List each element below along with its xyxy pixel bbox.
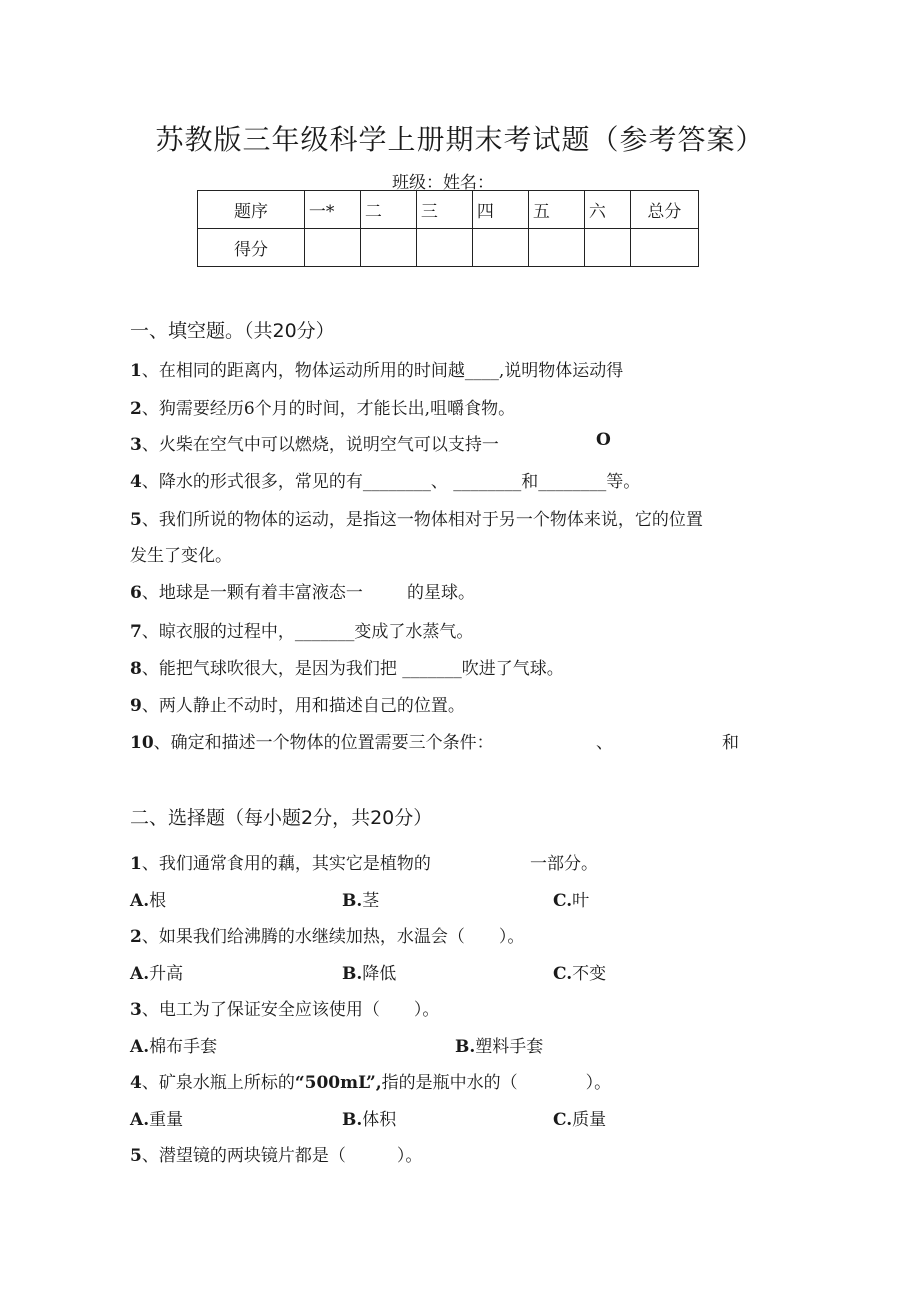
option-text: 升高: [149, 964, 184, 984]
row-label-score: 得分: [198, 229, 305, 267]
header-cell-5: 五: [528, 191, 584, 229]
question-text: 、能把气球吹很大，是因为我们把 _______吹进了气球。: [141, 659, 564, 679]
option-text: 棉布手套: [149, 1037, 218, 1057]
option-text: 体积: [362, 1110, 397, 1130]
question-text: 、两人静止不动时，用和描述自己的位置。: [141, 696, 465, 716]
option-text: 茎: [362, 891, 380, 911]
question-text: 、潜望镜的两块镜片都是（ ）。: [141, 1146, 423, 1166]
question-item: [130, 922, 524, 947]
score-cell[interactable]: [360, 229, 416, 267]
option-letter: A.: [130, 964, 150, 984]
question-number: 5: [130, 1146, 142, 1166]
question-number: 1: [130, 854, 142, 874]
question-text: 、狗需要经历6个月的时间，才能长出,咀嚼食物。: [141, 399, 516, 419]
question-item: [130, 1141, 422, 1166]
option-letter: A.: [130, 1110, 150, 1130]
question-item: [130, 505, 703, 530]
question-number: 8: [130, 659, 142, 679]
header-cell-order: 题序: [198, 191, 305, 229]
option-letter: A.: [130, 891, 150, 911]
question-mid: 、: [596, 733, 613, 753]
question-text: 、如果我们给沸腾的水继续加热，水温会（ ）。: [141, 927, 525, 947]
question-tail: 和: [722, 733, 739, 753]
score-cell[interactable]: [304, 229, 360, 267]
option-text: 叶: [572, 891, 590, 911]
question-item: [130, 356, 623, 381]
option-letter: C.: [553, 1110, 573, 1130]
option-b[interactable]: [342, 886, 379, 911]
header-cell-1: 一*: [304, 191, 360, 229]
score-cell[interactable]: [472, 229, 528, 267]
question-text: 、矿泉水瓶上所标的: [141, 1073, 295, 1093]
question-number: 3: [130, 1000, 142, 1020]
question-text: 、电工为了保证安全应该使用（ ）。: [141, 1000, 440, 1020]
question-item: [130, 691, 465, 716]
score-table-score-row: [198, 229, 699, 267]
section2-title: 二、选择题（每小题2分，共20分）: [130, 807, 433, 829]
question-number: 7: [130, 622, 142, 642]
option-text: 质量: [572, 1110, 607, 1130]
question-item: [130, 1068, 611, 1093]
header-cell-6: 六: [584, 191, 630, 229]
class-name-line: 班级：姓名：: [392, 173, 494, 193]
option-c[interactable]: [553, 1105, 606, 1130]
question-number: 2: [130, 399, 142, 419]
question-item: [130, 728, 494, 753]
option-letter: B.: [455, 1037, 476, 1057]
score-cell[interactable]: [528, 229, 584, 267]
option-text: 塑料手套: [475, 1037, 544, 1057]
question-continuation: 发生了变化。: [130, 546, 232, 566]
question-item: [130, 617, 473, 642]
question-text: 、我们通常食用的藕，其实它是植物的: [141, 854, 431, 874]
question-number: 4: [130, 1073, 142, 1093]
score-table-header-row: [198, 191, 699, 229]
option-text: 根: [149, 891, 167, 911]
option-letter: B.: [342, 1110, 363, 1130]
question-text: 、确定和描述一个物体的位置需要三个条件：: [153, 733, 494, 753]
section1-title: 一、填空题。（共20分）: [130, 320, 335, 342]
page-title: 苏教版三年级科学上册期末考试题（参考答案）: [155, 123, 765, 156]
option-a[interactable]: [130, 1032, 217, 1057]
option-letter: B.: [342, 964, 363, 984]
option-letter: C.: [553, 964, 573, 984]
option-c[interactable]: [553, 959, 606, 984]
option-c[interactable]: [553, 886, 589, 911]
question-number: 6: [130, 583, 142, 603]
question-item: [130, 849, 431, 874]
question-number: 5: [130, 510, 142, 530]
option-text: 重量: [149, 1110, 184, 1130]
question-number: 3: [130, 435, 142, 455]
question-text: 、地球是一颗有着丰富液态一: [141, 583, 363, 603]
header-cell-4: 四: [472, 191, 528, 229]
question-tail: O: [596, 430, 611, 450]
option-a[interactable]: [130, 1105, 183, 1130]
option-a[interactable]: [130, 959, 183, 984]
option-text: 降低: [362, 964, 397, 984]
option-letter: A.: [130, 1037, 150, 1057]
header-cell-total: 总分: [630, 191, 698, 229]
option-b[interactable]: [342, 959, 396, 984]
question-item: [130, 578, 363, 603]
question-item: [130, 654, 564, 679]
question-number: 2: [130, 927, 142, 947]
header-cell-2: 二: [360, 191, 416, 229]
option-letter: B.: [342, 891, 363, 911]
question-text: 、降水的形式很多，常见的有________、 ________和________等。: [141, 472, 641, 492]
question-text: 、我们所说的物体的运动，是指这一物体相对于另一个物体来说，它的位置: [141, 510, 703, 530]
question-tail: 一部分。: [530, 854, 598, 874]
option-text: 不变: [572, 964, 607, 984]
option-b[interactable]: [455, 1032, 543, 1057]
question-item: [130, 467, 640, 492]
option-letter: C.: [553, 891, 573, 911]
question-item: [130, 430, 499, 455]
question-number: 9: [130, 696, 142, 716]
question-text: 、晾衣服的过程中，_______变成了水蒸气。: [141, 622, 474, 642]
question-text-rest: 指的是瓶中水的（ ）。: [381, 1073, 612, 1093]
question-tail: 的星球。: [407, 583, 475, 603]
question-number: 4: [130, 472, 142, 492]
score-table: [197, 190, 699, 267]
header-cell-3: 三: [416, 191, 472, 229]
question-text: 、火柴在空气中可以燃烧，说明空气可以支持一: [141, 435, 499, 455]
question-item: [130, 394, 515, 419]
option-b[interactable]: [342, 1105, 396, 1130]
question-number: 10: [130, 733, 154, 753]
question-text: 、在相同的距离内，物体运动所用的时间越____,说明物体运动得: [141, 361, 624, 381]
score-cell-total[interactable]: [630, 229, 698, 267]
score-cell[interactable]: [584, 229, 630, 267]
question-bold-value: “500mL”,: [294, 1073, 382, 1093]
option-a[interactable]: [130, 886, 166, 911]
score-cell[interactable]: [416, 229, 472, 267]
question-item: [130, 995, 439, 1020]
question-number: 1: [130, 361, 142, 381]
